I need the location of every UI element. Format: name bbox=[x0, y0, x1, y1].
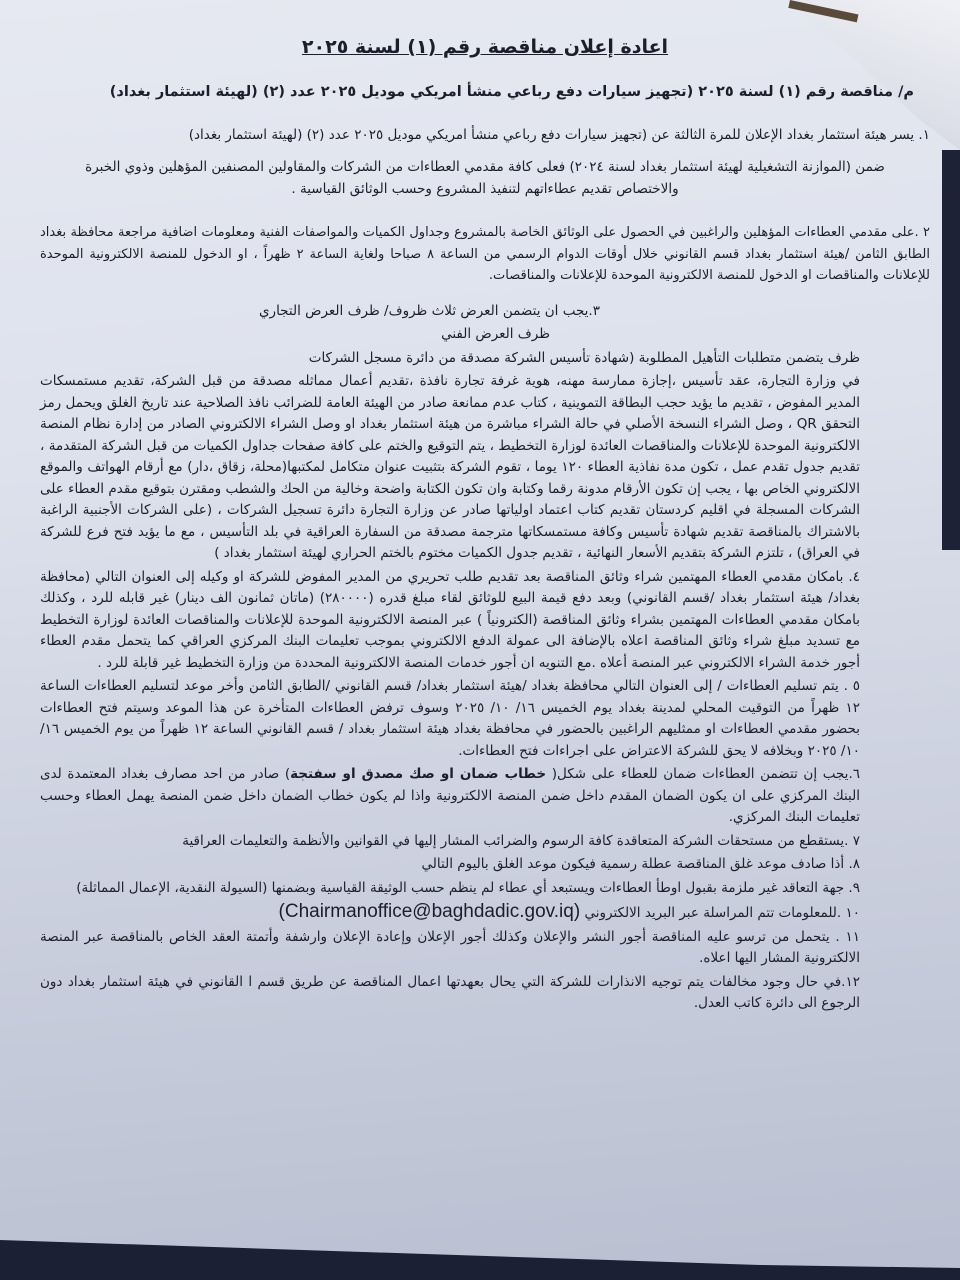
intro-line-1: ١. يسر هيئة استثمار بغداد الإعلان للمرة الثالثة عن (تجهيز سيارات دفع رباعي منشأ امريكي موديل ٢٠٢٥ عدد (٢) (لهيئة استثمار بغداد) bbox=[188, 127, 930, 143]
item-6-text-before: ٦.يجب إن تتضمن العطاءات ضمان للعطاء على شكل( bbox=[546, 766, 860, 782]
item-2: ٢ .على مقدمي العطاءات المؤهلين والراغبين في الحصول على الوثائق الخاصة بالمشروع وجداول الكميات والمواصفات الفنية ومعلومات اضافية مراجعة محافظة بغداد الطابق الثامن /هيئة استثمار بغداد قسم القانوني خلال أوقات الدوام الرسمي من الساعة ٨ صباحا ولغاية الساعة ٢ ظهراً ، او الدخول للمنصة الالكترونية الموحدة للإعلانات والمناقصات او الدخول للمنصة الالكترونية الموحدة للإعلانات والمناقصات. bbox=[40, 225, 930, 283]
item-3-body: في وزارة التجارة، عقد تأسيس ،إجازة ممارسة مهنه، هوية غرفة تجارة نافذة ،تقديم أعمال مماثله مصدقة من قبل الشركة، تقديم مستمسكات المدير المفوض ، تقديم ما يؤيد حجب البطاقة التموينية ، كتاب عدم ممانعة صادر من الهيئة العامة للضرائب نافذ الصلاحية عند تاريخ الغلق ويحمل رمز التحقق QR ، وصل الشراء النسخة الأصلي في حالة الشراء مباشرة من هيئة استثمار بغداد او وصل الشراء الالكتروني الصادر من إدارة نظام المنصة الالكترونية الموحدة للإعلانات والمناقصات العائدة لوزارة التخطيط ، يتم التوقيع والختم على كافة صفحات جداول الكميات من قبل الشركة المتقدمة ، تقديم جدول تقدم عمل ، تكون مدة نفاذية العطاء ١٢٠ يوما ، تقوم الشركة بتثبيت عنوان متكامل لمكتبها(محلة، زقاق ،دار) مع أرقام الهواتف والموقع الالكتروني الخاص بها ، يجب إن تكون الأرقام مدونة رقما وكتابة وان تكون الكتابة واضحة وخالية من الحك والشطب ومقترن بتوقيع مقدم العطاء على الشركات المسجلة في اقليم كردستان تقديم كتاب اعتماد اولياتها صادر عن وزارة التجارة دائرة تسجيل الشركات ، (على الشركات الأجنبية الراغبة بالاشتراك بالمناقصة تقديم شهادة تأسيس وكافة مستمسكاتها مترجمة مصدقة من السفارة العراقية في بلد التأسيس ، مع ما يؤيد فتح فرع للشركة في العراق) ، تلتزم الشركة بتقديم الأسعار النهائية ، تقديم جدول الكميات مختوم بالختم الحراري لهيئة استثمار بغداد ) bbox=[40, 373, 861, 561]
document-subject: م/ مناقصة رقم (١) لسنة ٢٠٢٥ (تجهيز سيارات دفع رباعي منشأ امريكي موديل ٢٠٢٥ عدد (٢) (لهيئة استثمار بغداد) bbox=[109, 84, 914, 100]
contact-email[interactable]: (Chairmanoffice@baghdadic.gov.iq) bbox=[278, 901, 581, 922]
item-3-head: ٣.يجب ان يتضمن العرض ثلاث ظروف/ ظرف العرض التجاري bbox=[258, 302, 600, 319]
item-4: ٤. بامكان مقدمي العطاء المهتمين شراء وثائق المناقصة بعد تقديم طلب تحريري من المدير المفوض للشركة او وكيله إلى العنوان التالي (محافظة بغداد/ هيئة استثمار بغداد /قسم القانوني) وبعد دفع قيمة البيع للوثائق لقاء مبلغ قدره (٢٨٠٠٠٠) (ماتان ثمانون الف دينار) غير قابله للرد ، وكذلك بامكان مقدمي العطاءات المهتمين بشراء وثائق المناقصة (الكترونياً ) عبر المنصة الالكترونية الموحدة للإعلانات والمناقصات العائدة لوزارة التخطيط مع تسديد مبلغ شراء وثائق المناقصة اعلاه بالإضافة الى عمولة الدفع الالكتروني بموجب تعليمات البنك المركزي العراقي كما يتحمل مقدم العطاء أجور خدمة الشراء الالكتروني عبر المنصة أعلاه .مع التنويه ان أجور خدمات المنصة الالكترونية المحددة من وزارة التخطيط غير قابلة للرد . bbox=[40, 568, 860, 671]
item-10 bbox=[40, 901, 930, 925]
item-6 bbox=[40, 764, 930, 829]
item-7: ٧ .يستقطع من مستحقات الشركة المتعاقدة كافة الرسوم والضرائب المشار إليها في القوانين والأنظمة والتعليمات العراقية bbox=[182, 832, 860, 849]
item-11: ١١ . يتحمل من ترسو عليه المناقصة أجور النشر والإعلان وكذلك أجور الإعلان وإعادة الإعلان وارشفة وأتمتة العقد الخاص بالمناقصة عبر المنصة الالكترونية المشار اليها اعلاه. bbox=[40, 928, 860, 966]
item-3-body-first: ظرف يتضمن متطلبات التأهيل المطلوبة (شهادة تأسيس الشركة مصدقة من دائرة مسجل الشركات bbox=[308, 349, 860, 366]
item-8: ٨. أذا صادف موعد غلق المناقصة عطلة رسمية فيكون موعد الغلق باليوم التالي bbox=[421, 856, 860, 872]
item-5: ٥ . يتم تسليم العطاءات / إلى العنوان التالي محافظة بغداد /هيئة استثمار بغداد/ قسم القانوني /الطابق الثامن وأخر موعد لتسليم العطاءات الساعة ١٢ ظهراً من التوقيت المحلي لمدينة بغداد يوم الخميس ١٦/ ١٠/ ٢٠٢٥ وسوف ترفض العطاءات المتأخرة عن هذا الموعد وسيتم فتح العطاءات بحضور مقدمي العطاءات او ممثليهم الراغبين بالحضور في محافظة بغداد هيئة استثمار بغداد / قسم القانوني الساعة ١٢ ظهراً من يوم الخميس ١٦/ ١٠/ ٢٠٢٥ وبخلافه لا يحق للشركة الاعتراض على اجراءات فتح العطاءات. bbox=[40, 678, 861, 759]
item-9: ٩. جهة التعاقد غير ملزمة بقبول اوطأ العطاءات ويستبعد أي عطاء لم ينظم حسب الوثيقة القياسية وبضمنها (السيولة النقدية، الإعمال المماثلة) bbox=[76, 879, 860, 896]
document-title: اعادة إعلان مناقصة رقم (١) لسنة ٢٠٢٥ bbox=[301, 36, 669, 58]
tender-document bbox=[40, 30, 930, 1017]
item-3-technical: ظرف العرض الفني bbox=[441, 326, 550, 342]
background-edge bbox=[942, 150, 960, 550]
item-6-text-after: ) صادر من احد مصارف بغداد المعتمدة لدى البنك المركزي على ان يكون الضمان المقدم داخل ضمن المنصة الالكترونية واذا لم يكون خطاب الضمان داخل ضمن المنصة يهمل العطاء وحسب تعليمات البنك المركزي. bbox=[40, 766, 860, 825]
item-6-guarantee-types: خطاب ضمان او صك مصدق او سفتجة bbox=[290, 766, 547, 782]
item-10-text: ١٠ .للمعلومات تتم المراسلة عبر البريد الالكتروني bbox=[580, 905, 860, 921]
intro-line-2: ضمن (الموازنة التشغيلية لهيئة استثمار بغداد لسنة ٢٠٢٤) فعلى كافة مقدمي العطاءات من الشركات والمقاولين المصنفين المؤهلين وذوي الخبرة والاختصاص تقديم عطاءاتهم لتنفيذ المشروع وحسب الوثائق القياسية . bbox=[85, 159, 885, 197]
item-12: ١٢.في حال وجود مخالفات يتم توجيه الانذارات للشركة التي يحال بعهدتها اعمال المناقصة عن طريق قسم ا القانوني في هيئة استثمار بغداد دون الرجوع الى دائرة كاتب العدل. bbox=[40, 973, 860, 1011]
